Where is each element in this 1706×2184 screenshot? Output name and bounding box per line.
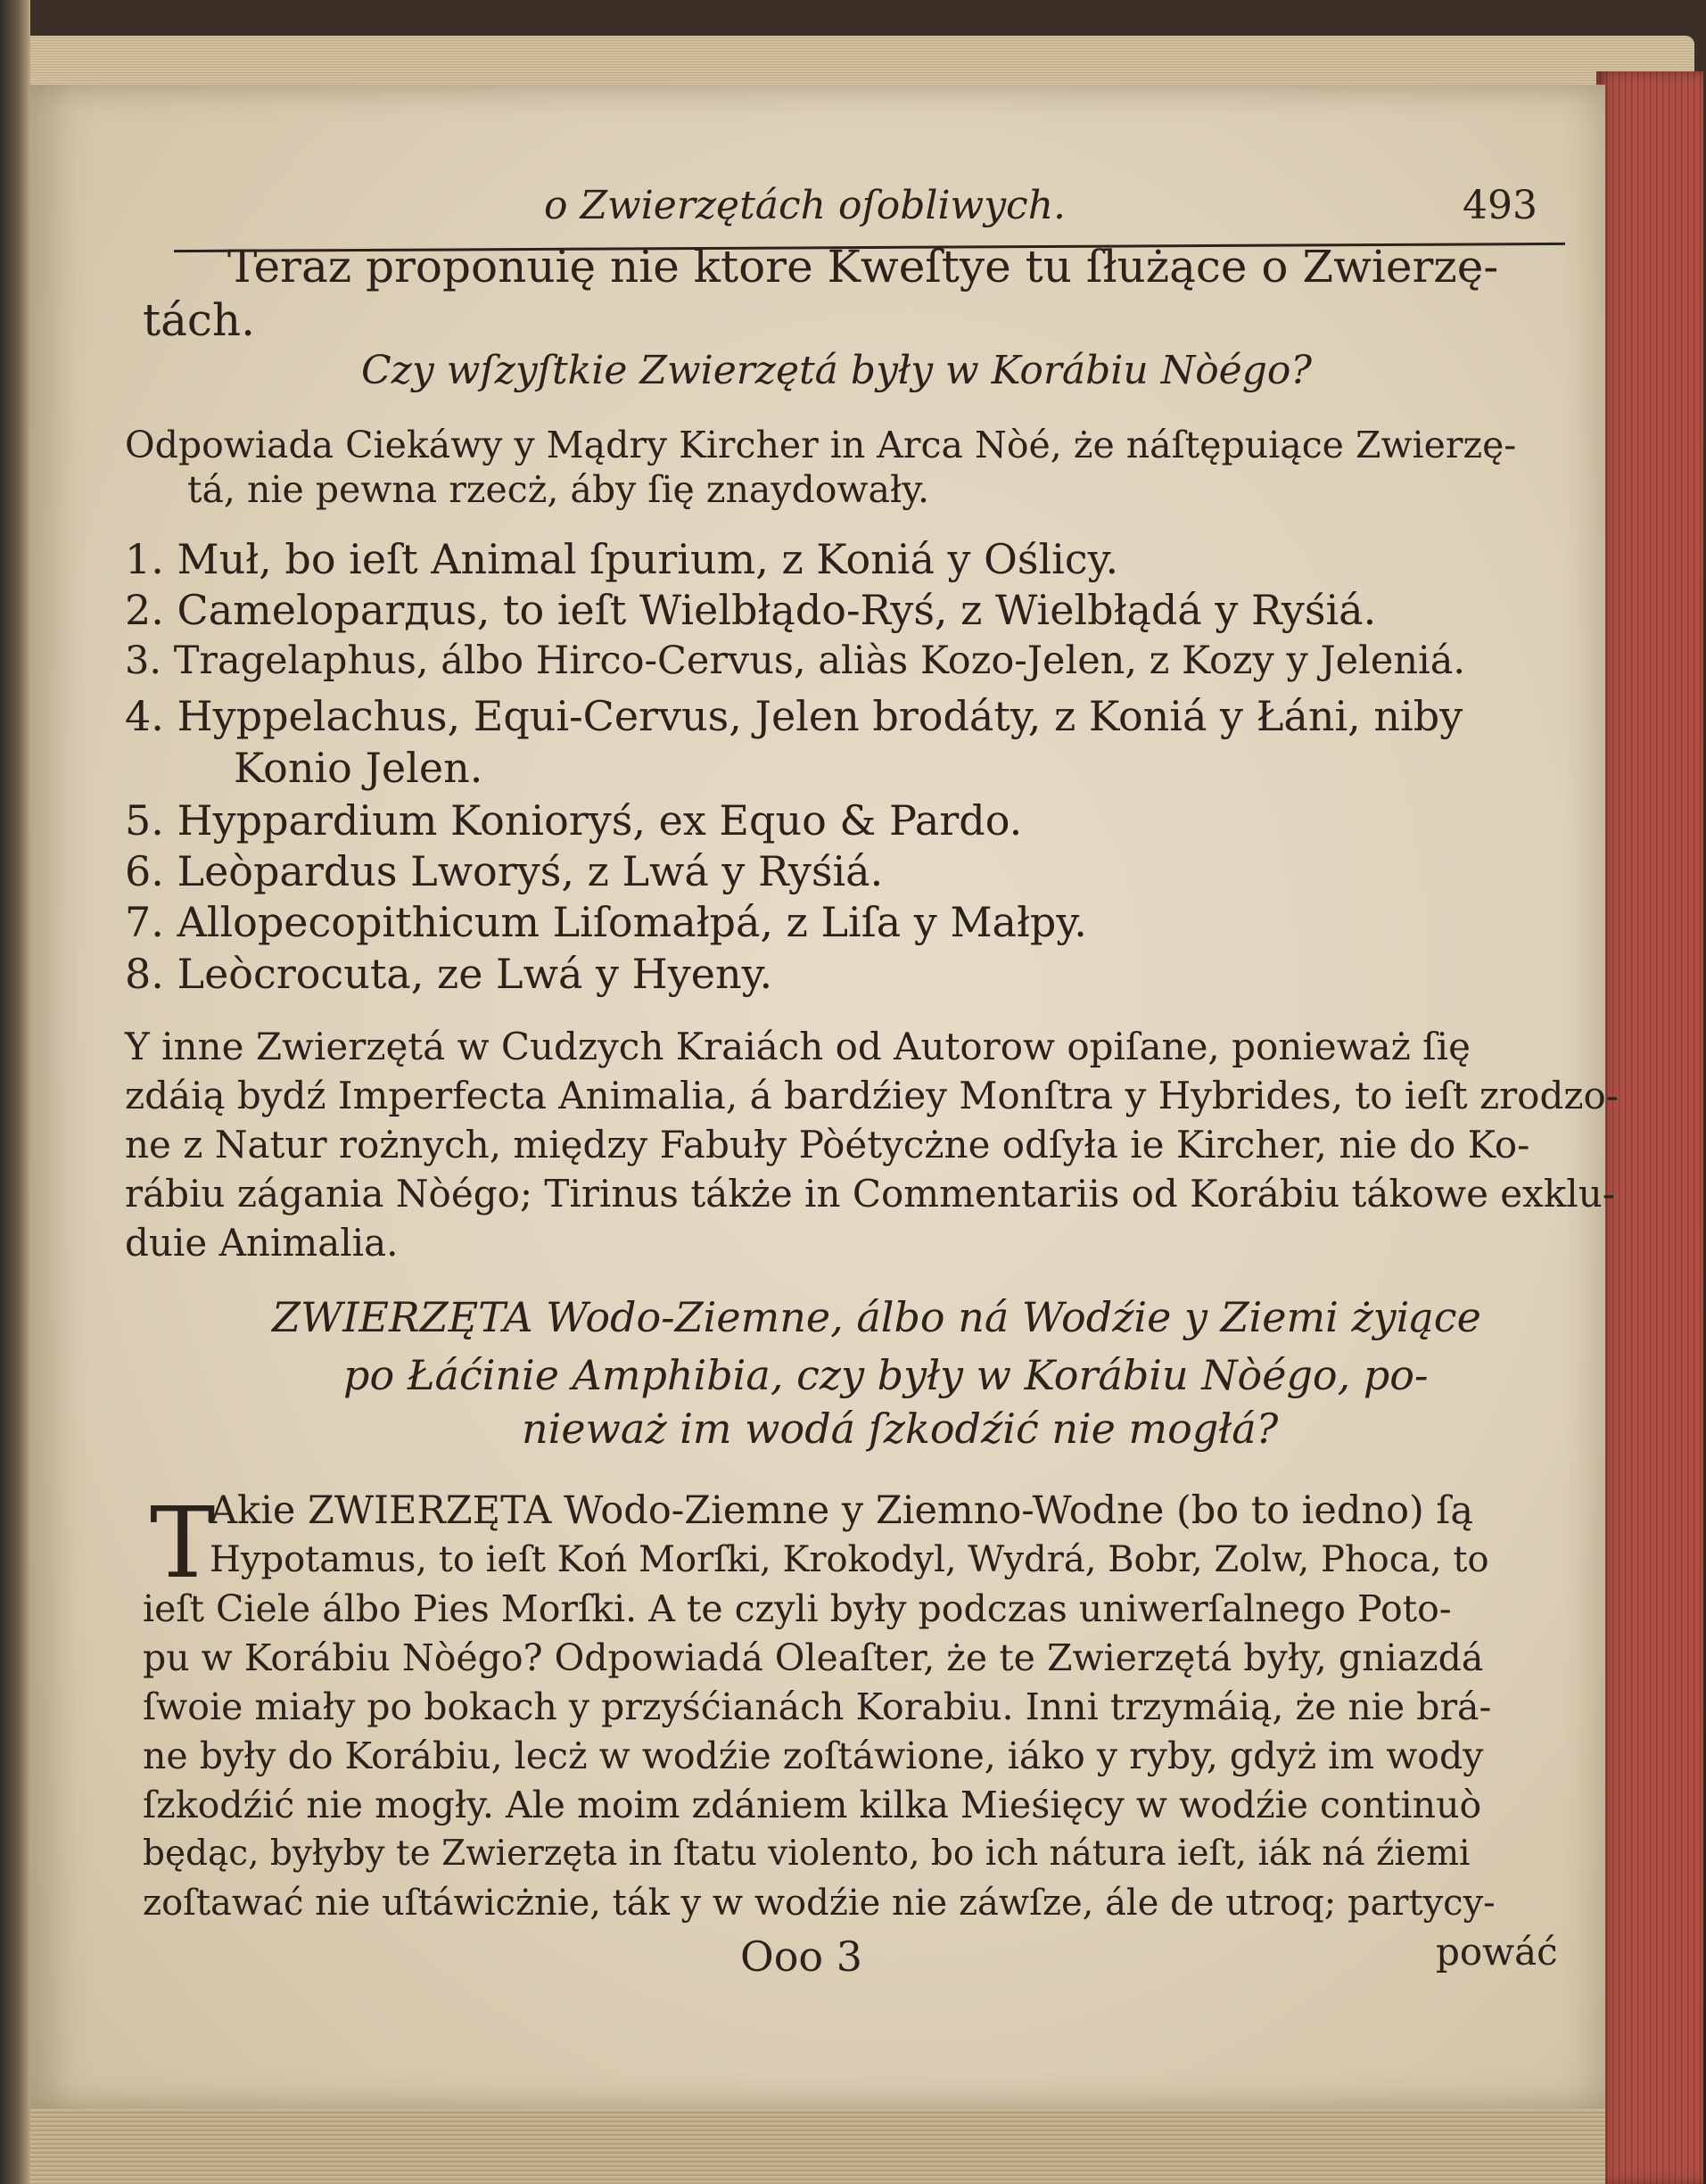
paragraph-2-line: zdáią bydź Imperfecta Animalia, á bardźiey Monſtra y Hybrides, to ieſt zrodzo- bbox=[125, 1074, 1619, 1117]
paragraph-3-line: ſwoie miały po bokach y przyśćianách Korabiu. Inni trzymáią, że nie brá- bbox=[143, 1685, 1492, 1728]
signature-mark: Ooo 3 bbox=[740, 1933, 862, 1981]
paragraph-3-line: zoſtawać nie uſtáwicżnie, ták y w wodźie nie záwſze, ále de utroq; partycy- bbox=[143, 1883, 1496, 1924]
list-item-8: 8. Leòcrocuta, ze Lwá y Hyeny. bbox=[125, 950, 773, 998]
paragraph-3-line: Akie ZWIERZĘTA Wodo-Ziemne y Ziemno-Wodne (bo to iedno) ſą bbox=[210, 1488, 1473, 1533]
list-item-6: 6. Leòpardus Lworyś, z Lwá y Ryśiá. bbox=[125, 847, 884, 895]
paragraph-2-line: ne z Natur rożnych, między Fabuły Pòétycżne odſyła ie Kircher, nie do Ko- bbox=[125, 1123, 1530, 1166]
page-number: 493 bbox=[1463, 183, 1537, 228]
paragraph-2-line: rábiu zágania Nòégo; Tirinus tákże in Commentariis od Korábiu tákowe exklu- bbox=[125, 1172, 1615, 1216]
list-item-2: 2. Cameloparдus, to ieſt Wielbłądo-Ryś, z Wielbłądá y Ryśiá. bbox=[125, 586, 1377, 634]
list-item-4-cont: Konio Jelen. bbox=[234, 744, 483, 792]
paragraph-3-line: pu w Korábiu Nòégo? Odpowiadá Oleaſter, że te Zwierzętá były, gniazdá bbox=[143, 1636, 1484, 1679]
list-item-4: 4. Hyppelachus, Equi-Cervus, Jelen brodáty, z Koniá y Łáni, niby bbox=[125, 692, 1463, 740]
answer-1-line-1: Odpowiada Ciekáwy y Mądry Kircher in Arca Nòé, że náſtępuiące Zwierzę- bbox=[125, 424, 1517, 466]
intro-line-2: tách. bbox=[143, 294, 256, 346]
section-heading-line: po Łáćinie Amphibia, czy były w Korábiu Nòégo, po- bbox=[343, 1351, 1429, 1399]
catchword: powáć bbox=[1436, 1930, 1558, 1974]
list-item-1: 1. Muł, bo ieſt Animal ſpurium, z Koniá y Oślicy. bbox=[125, 535, 1119, 583]
list-item-3: 3. Tragelaphus, álbo Hirco-Cervus, aliàs Kozo-Jelen, z Kozy y Jeleniá. bbox=[125, 639, 1466, 683]
paragraph-3-line: Hypotamus, to ieſt Koń Morſki, Krokodyl, Wydrá, Bobr, Zolw, Phoca, to bbox=[210, 1539, 1489, 1580]
paragraph-2-line: duie Animalia. bbox=[125, 1221, 399, 1265]
drop-cap: T bbox=[150, 1486, 216, 1600]
paragraph-3-line: będąc, byłyby te Zwierzęta in ſtatu violento, bo ich nátura ieſt, iák ná źiemi bbox=[143, 1834, 1471, 1874]
section-heading-line: nieważ im wodá ſzkodźić nie mogłá? bbox=[522, 1405, 1279, 1453]
paragraph-3-line: ſzkodźić nie mogły. Ale moim zdániem kilka Mieśięcy w wodźie continuò bbox=[143, 1784, 1482, 1826]
section-heading-line: ZWIERZĘTA Wodo-Ziemne, álbo ná Wodźie y Ziemi żyiące bbox=[272, 1293, 1481, 1341]
running-title: o Zwierzętách oſobliwych. bbox=[544, 183, 1067, 228]
paragraph-2-line: Y inne Zwierzętá w Cudzych Kraiách od Autorow opiſane, ponieważ ſię bbox=[125, 1025, 1471, 1068]
answer-1-line-2: tá, nie pewna rzecż, áby ſię znaydowały. bbox=[187, 468, 929, 511]
paragraph-3-line: ieſt Ciele álbo Pies Morſki. A te czyli były podczas uniwerſalnego Poto- bbox=[143, 1587, 1452, 1630]
question-1: Czy wſzyſtkie Zwierzętá były w Korábiu Nòégo? bbox=[361, 348, 1312, 393]
list-item-5: 5. Hyppardium Konioryś, ex Equo & Pardo. bbox=[125, 796, 1023, 845]
intro-line-1: Teraz proponuię nie ktore Kweſtye tu ſłużące o Zwierzę- bbox=[227, 241, 1499, 293]
list-item-7: 7. Allopecopithicum Liſomałpá, z Liſa y Małpy. bbox=[125, 898, 1087, 946]
paragraph-3-line: ne były do Korábiu, lecż w wodźie zoſtáwione, iáko y ryby, gdyż im wody bbox=[143, 1735, 1484, 1777]
